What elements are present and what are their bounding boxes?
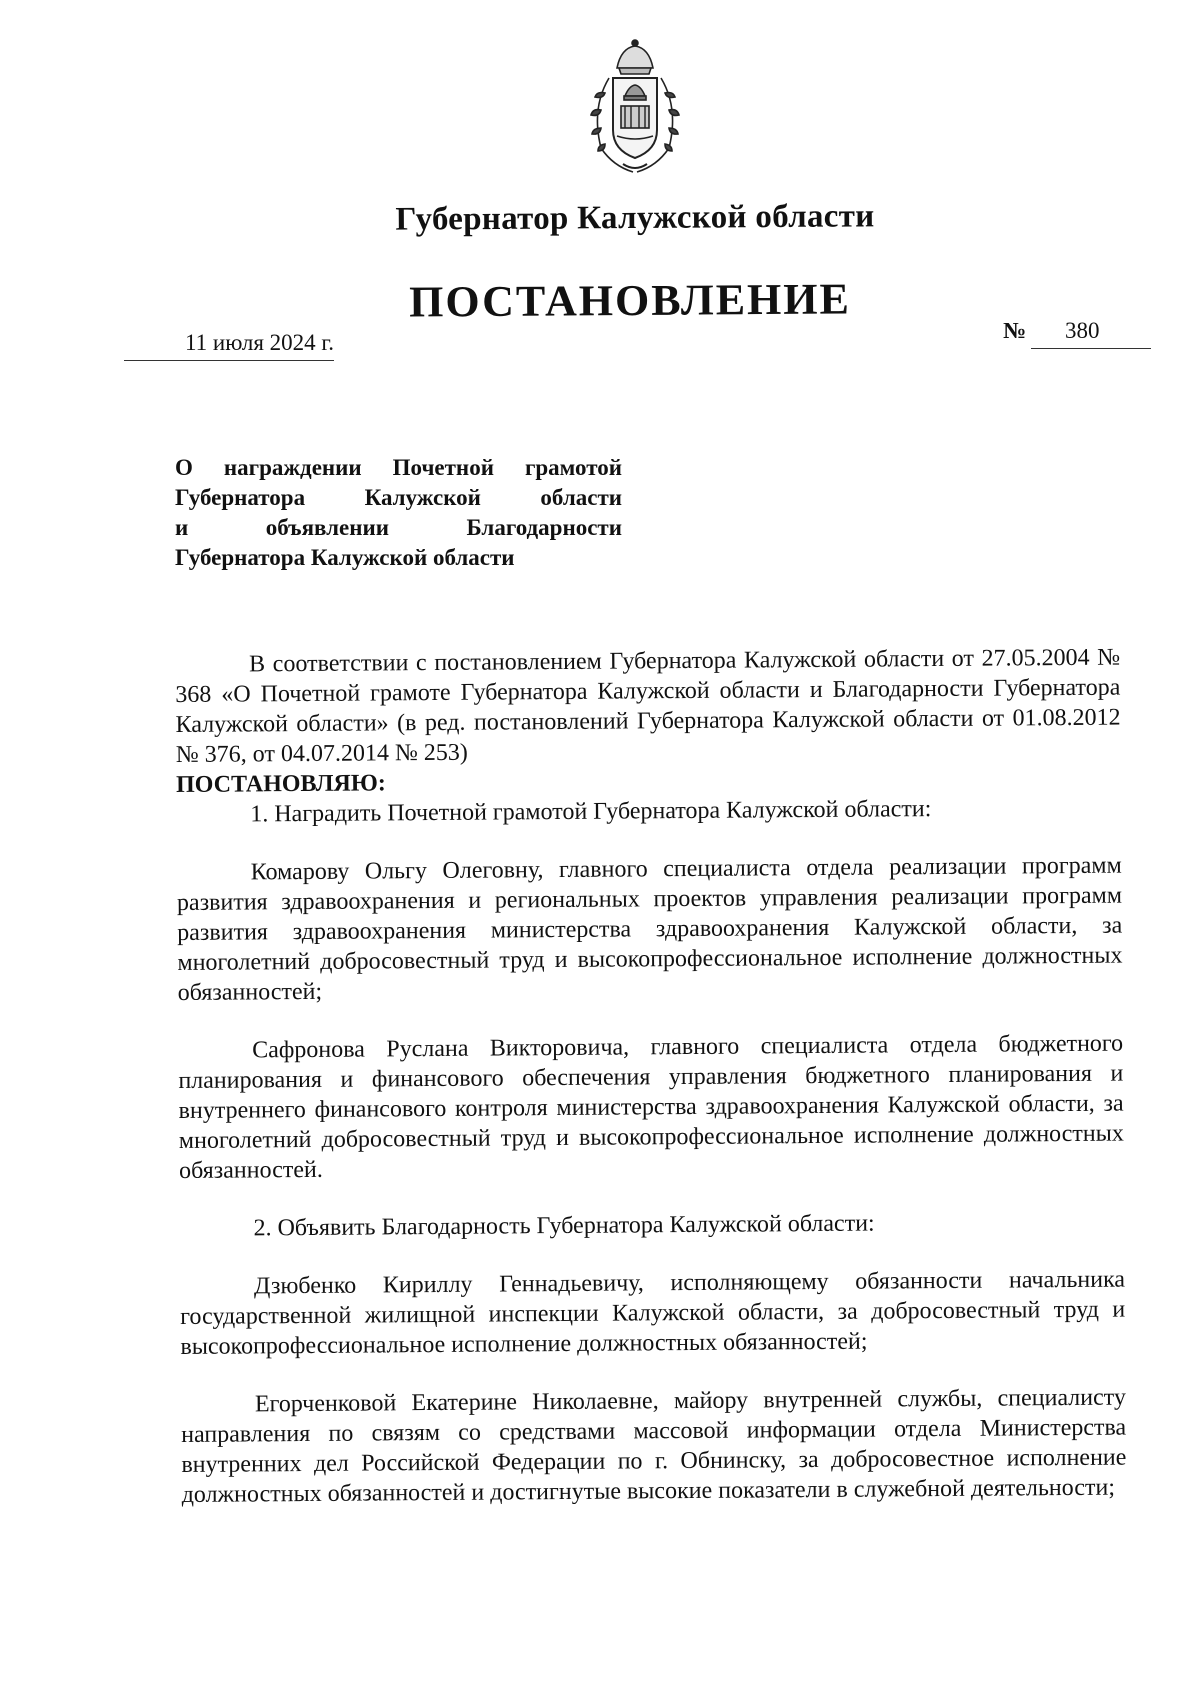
- award-paragraph-1: Комарову Ольгу Олеговну, главного специалиста отдела реализации программ развития здравоохранения и региональных проектов управления реализации программ развития здравоохранения министерства здравоохранения Калужской области, за многолетний добросовестный труд и высокопрофессиональное исполнение должностных обязанностей;: [176, 852, 1123, 1006]
- subject-line: Губернатора Калужской области: [175, 545, 515, 570]
- item-2-heading: 2. Объявить Благодарность Губернатора Калужской области:: [253, 1210, 875, 1242]
- item-1-heading: 1. Наградить Почетной грамотой Губернатора Калужской области:: [250, 796, 932, 828]
- thanks-paragraph-2: Егорченковой Екатерине Николаевне, майору внутренней службы, специалисту направления по связям со средствами массовой информации отдела Министерства внутренних дел Российской Федерации по г. Обнинску, за добросовестное исполнение должностных обязанностей и достигнутые высокие показатели в служебной деятельности;: [181, 1384, 1127, 1508]
- award-paragraph-2: Сафронова Руслана Викторовича, главного специалиста отдела бюджетного планирования и финансового обеспечения управления бюджетного планирования и внутреннего финансового контроля министерства здравоохранения Калужской области, за многолетний добросовестный труд и высокопрофессиональное исполнение должностных обязанностей.: [178, 1030, 1124, 1184]
- subject-line: О награждении Почетной грамотой: [175, 455, 622, 480]
- decree-word: ПОСТАНОВЛЯЮ:: [175, 770, 386, 798]
- number-underline: [1031, 348, 1151, 349]
- subject-line: Губернатора Калужской области: [175, 485, 622, 510]
- preamble-paragraph: В соответствии с постановлением Губернатора Калужской области от 27.05.2004 № 368 «О Почетной грамоте Губернатора Калужской области и Благодарности Губернатора Калужской области» (в ред. постановлений Губернатора Калужской области от 01.08.2012 № 376, от 04.07.2014 № 253): [175, 644, 1121, 768]
- document-date: 11 июля 2024 г.: [185, 330, 334, 355]
- thanks-paragraph-1: Дзюбенко Кириллу Геннадьевичу, исполняющему обязанности начальника государственной жилищной инспекции Калужской области, за добросовестный труд и высокопрофессиональное исполнение должностных обязанностей;: [180, 1266, 1126, 1360]
- date-underline: [124, 360, 334, 361]
- coat-of-arms-icon: [583, 38, 687, 178]
- subject-line: и объявлении Благодарности: [175, 515, 622, 540]
- number-label: №: [1003, 318, 1027, 343]
- document-subject: [175, 453, 622, 573]
- document-date-block: [118, 330, 340, 361]
- issuing-authority: Губернатор Калужской области: [395, 198, 875, 238]
- document-body: [175, 643, 1127, 1510]
- document-type-title: ПОСТАНОВЛЕНИЕ: [408, 274, 852, 327]
- document-number: 380: [1065, 318, 1100, 343]
- document-number-block: [1003, 318, 1153, 344]
